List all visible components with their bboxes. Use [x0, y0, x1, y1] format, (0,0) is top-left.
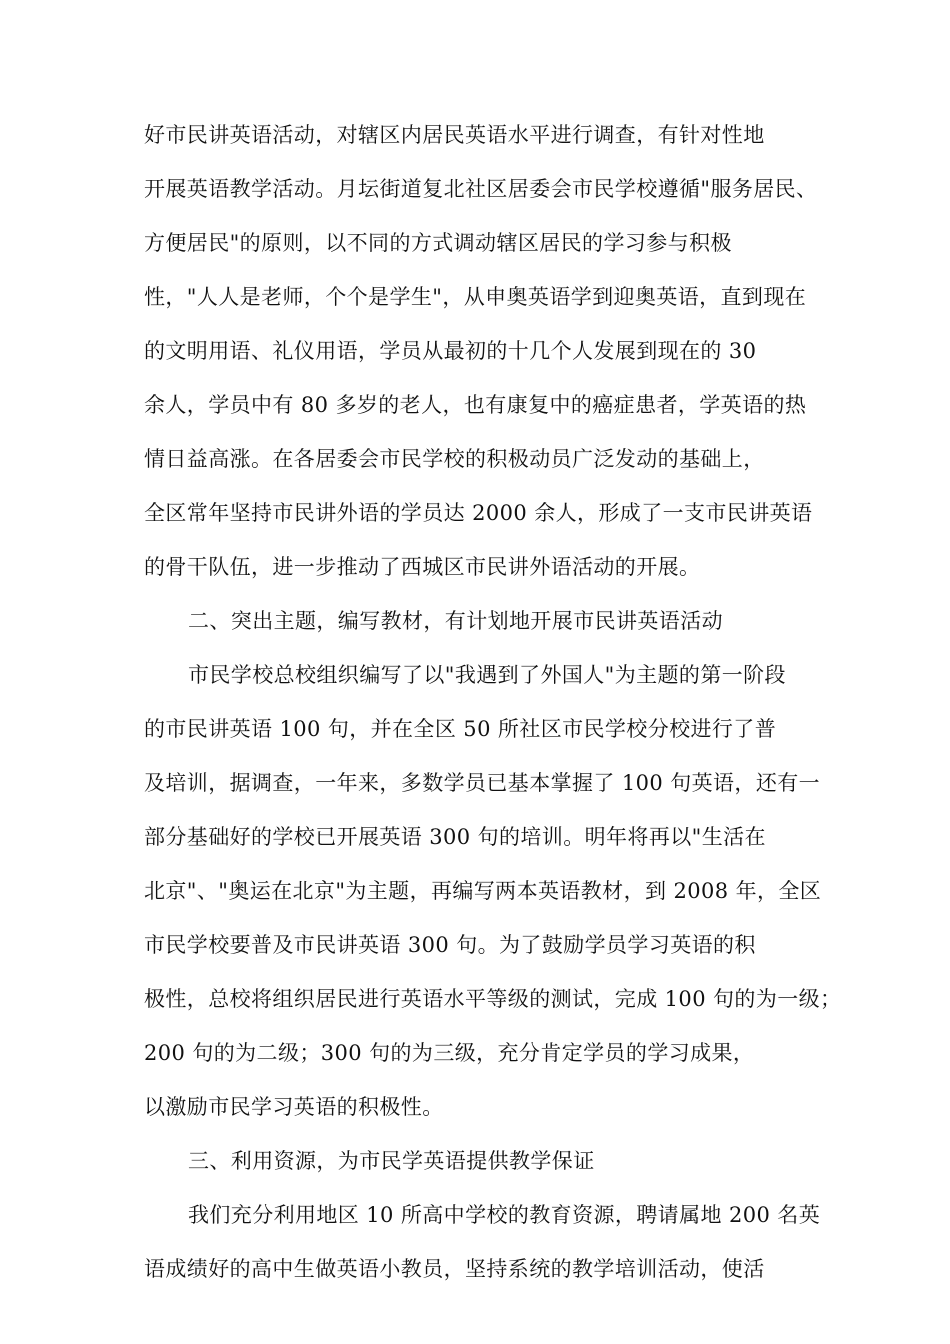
section-heading: 二、突出主题，编写教材，有计划地开展市民讲英语活动: [188, 609, 723, 633]
text-line: 情日益高涨。在各居委会市民学校的积极动员广泛发动的基础上，: [144, 447, 765, 471]
text-line: 余人，学员中有 80 多岁的老人，也有康复中的癌症患者，学英语的热: [144, 393, 807, 417]
text-line: 语成绩好的高中生做英语小教员，坚持系统的教学培训活动，使活: [144, 1257, 765, 1281]
text-line: 的市民讲英语 100 句，并在全区 50 所社区市民学校分校进行了普: [144, 717, 777, 741]
text-line: 200 句的为二级；300 句的为三级，充分肯定学员的学习成果，: [144, 1041, 755, 1065]
text-line: 全区常年坚持市民讲外语的学员达 2000 余人，形成了一支市民讲英语: [144, 501, 813, 525]
paragraph-first-line: 市民学校总校组织编写了以"我遇到了外国人"为主题的第一阶段: [188, 663, 786, 687]
text-line: 市民学校要普及市民讲英语 300 句。为了鼓励学员学习英语的积: [144, 933, 756, 957]
text-line: 开展英语教学活动。月坛街道复北社区居委会市民学校遵循"服务居民、: [144, 177, 818, 201]
text-line: 的骨干队伍，进一步推动了西城区市民讲外语活动的开展。: [144, 555, 701, 579]
text-line: 的文明用语、礼仪用语，学员从最初的十几个人发展到现在的 30: [144, 339, 757, 363]
text-line: 性，"人人是老师，个个是学生"，从申奥英语学到迎奥英语，直到现在: [144, 285, 807, 309]
text-line: 部分基础好的学校已开展英语 300 句的培训。明年将再以"生活在: [144, 825, 766, 849]
text-line: 极性，总校将组织居民进行英语水平等级的测试，完成 100 句的为一级；: [144, 987, 842, 1011]
section-heading: 三、利用资源，为市民学英语提供教学保证: [188, 1149, 595, 1173]
text-line: 及培训，据调查，一年来，多数学员已基本掌握了 100 句英语，还有一: [144, 771, 821, 795]
text-line: 好市民讲英语活动，对辖区内居民英语水平进行调查，有针对性地: [144, 123, 765, 147]
text-line: 以激励市民学习英语的积极性。: [144, 1095, 444, 1119]
text-line: 方便居民"的原则，以不同的方式调动辖区居民的学习参与积极: [144, 231, 732, 255]
paragraph-first-line: 我们充分利用地区 10 所高中学校的教育资源，聘请属地 200 名英: [188, 1203, 821, 1227]
text-line: 北京"、"奥运在北京"为主题，再编写两本英语教材，到 2008 年，全区: [144, 879, 822, 903]
